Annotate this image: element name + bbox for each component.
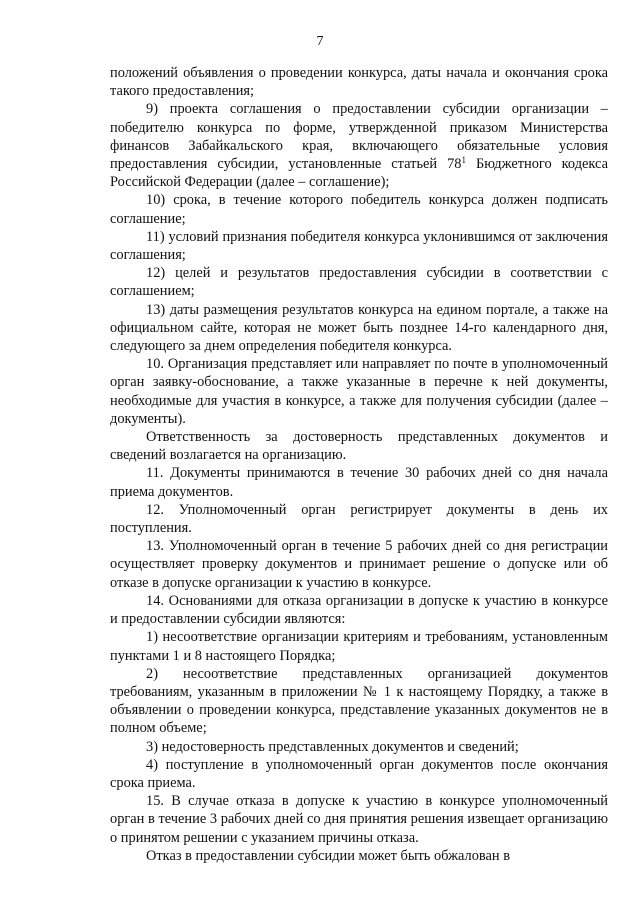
paragraph: 15. В случае отказа в допуске к участию в конкурсе уполномоченный орган в течение 3 рабочих дней со дня принятия решения извещает организацию о принятом решении с указанием причины отказа. [110, 793, 608, 846]
paragraph: 10) срока, в течение которого победитель конкурса должен подписать соглашение; [110, 192, 608, 227]
paragraph: 3) недостоверность представленных документов и сведений; [146, 738, 519, 755]
paragraph: 10. Организация представляет или направляет по почте в уполномоченный орган заявку-обоснование, а также указанные в перечне к ней документы, необходимые для участия в конкурсе, а также для получения субсидии (далее – документы). [110, 356, 608, 427]
paragraph: 11) условий признания победителя конкурса уклонившимся от заключения соглашения; [110, 228, 608, 264]
paragraph: 2) несоответствие представленных организацией документов требованиям, указанным в приложении № 1 к настоящему Порядку, а также в объявлении о проведении конкурса, представление указанных документов не в полном объеме; [110, 665, 608, 737]
paragraph: 14. Основаниями для отказа организации в допуске к участию в конкурсе и предоставлении субсидии являются: [110, 592, 608, 628]
superscript: 1 [461, 155, 466, 166]
paragraph: 13) даты размещения результатов конкурса на едином портале, а также на официальном сайте, которая не может быть позднее 14-го календарного дня, следующего за днем определения победителя конкурса. [110, 301, 608, 355]
paragraph [110, 100, 608, 191]
paragraph: положений объявления о проведении конкурса, даты начала и окончания срока такого предоставления; [110, 65, 608, 100]
paragraph: 13. Уполномоченный орган в течение 5 рабочих дней со дня регистрации осуществляет проверку документов и принимает решение о допуске или об отказе в допуске организации к участию в конкурсе. [110, 538, 608, 591]
paragraph: 4) поступление в уполномоченный орган документов после окончания срока приема. [110, 756, 608, 791]
document-body [110, 64, 608, 865]
paragraph: 12) целей и результатов предоставления субсидии в соответствии с соглашением; [110, 265, 608, 300]
paragraph-text: Бюджетного кодекса Российской Федерации (далее – соглашение); [110, 156, 608, 191]
paragraph: 1) несоответствие организации критериям и требованиям, установленным пунктами 1 и 8 настоящего Порядка; [110, 629, 608, 664]
page-number: 7 [316, 34, 324, 49]
paragraph: 11. Документы принимаются в течение 30 рабочих дней со дня начала приема документов. [110, 465, 608, 500]
paragraph: Ответственность за достоверность представленных документов и сведений возлагается на организацию. [110, 429, 608, 464]
paragraph: Отказ в предоставлении субсидии может быть обжалован в [146, 847, 511, 864]
paragraph-text: 9) проекта соглашения о предоставлении субсидии организации – победителю конкурса по форме, утвержденной приказом Министерства финансов Забайкальского края, включающего обязательные условия предоставления субсидии, установленные статьей 78 [110, 101, 608, 173]
paragraph: 12. Уполномоченный орган регистрирует документы в день их поступления. [110, 501, 608, 537]
